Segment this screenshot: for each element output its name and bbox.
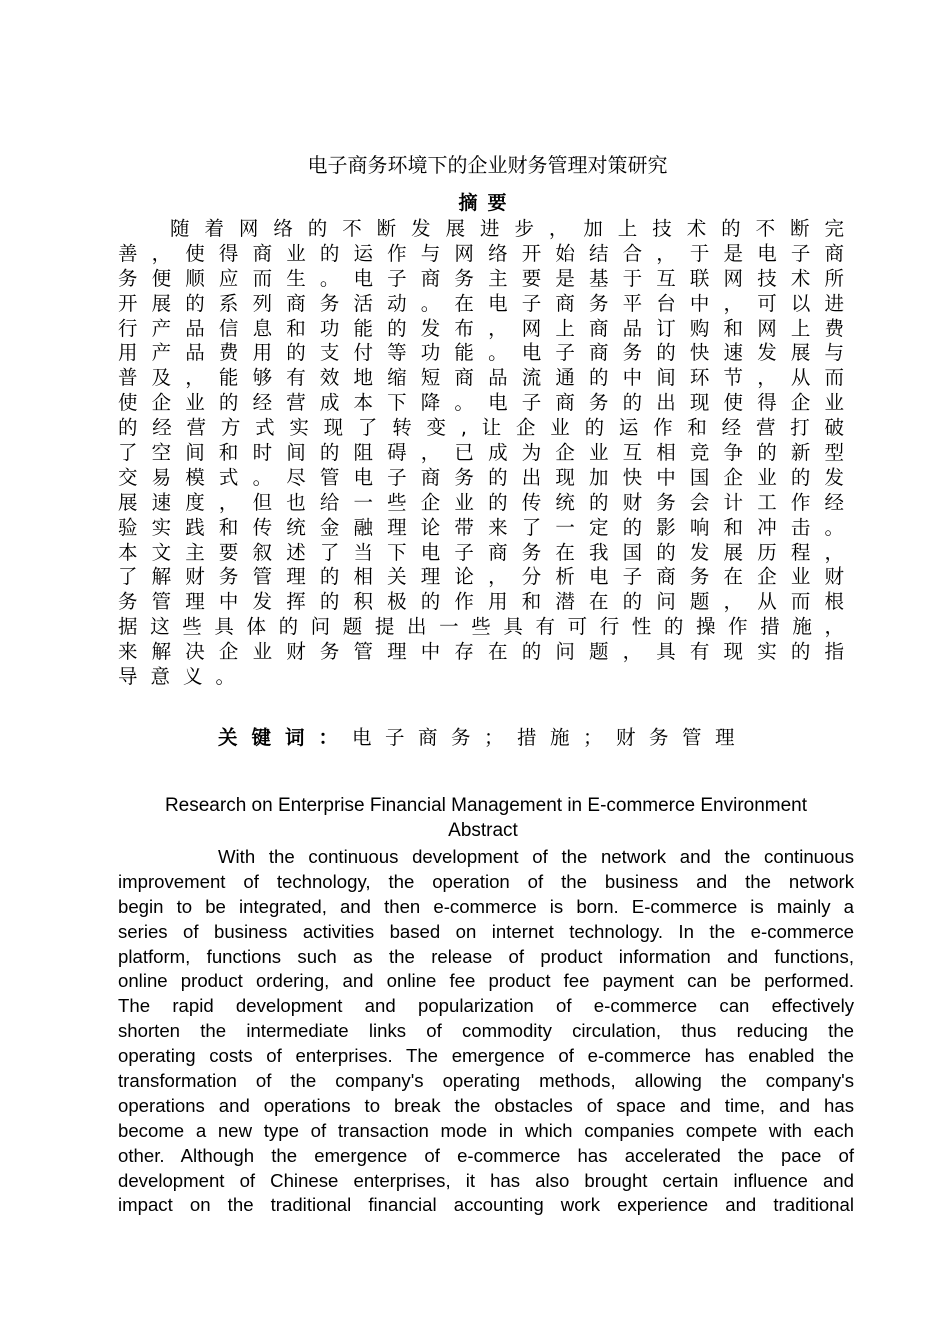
abstract-line: other. Although the emergence of e-commerce has accelerated the pace of bbox=[118, 1144, 854, 1166]
abstract-line: online product ordering, and online fee product fee payment can be performed. bbox=[118, 970, 854, 992]
abstract-line: 使企业的经营成本下降。电子商务的出现使得企业 bbox=[118, 391, 844, 415]
abstract-line: 展速度，但也给一些企业的传统的财务会计工作经 bbox=[118, 490, 844, 514]
abstract-line: 了空间和时间的阻碍，已成为企业互相竞争的新型 bbox=[118, 441, 844, 465]
abstract-line: improvement of technology, the operation of the business and the network bbox=[118, 870, 854, 892]
abstract-line: 行产品信息和功能的发布，网上商品订购和网上费 bbox=[118, 316, 844, 340]
chinese-abstract-heading: 摘要 bbox=[458, 192, 517, 214]
keywords-line bbox=[218, 722, 748, 750]
abstract-line: The rapid development and popularization of e-commerce can effectively bbox=[118, 995, 854, 1017]
abstract-line: platform, functions such as the release of product information and functions, bbox=[118, 945, 854, 967]
abstract-line: series of business activities based on internet technology. In the e-commerce bbox=[118, 920, 854, 942]
abstract-line: shorten the intermediate links of commodity circulation, thus reducing the bbox=[118, 1020, 854, 1042]
abstract-line: 善，使得商业的运作与网络开始结合，于是电子商 bbox=[118, 241, 844, 265]
abstract-line: impact on the traditional financial accounting work experience and traditional bbox=[118, 1194, 854, 1216]
abstract-line: 了解财务管理的相关理论，分析电子商务在企业财 bbox=[118, 565, 844, 589]
abstract-line: become a new type of transaction mode in which companies compete with each bbox=[118, 1119, 854, 1141]
abstract-line: 务管理中发挥的积极的作用和潜在的问题，从而根 bbox=[118, 590, 844, 614]
abstract-line: transformation of the company's operating methods, allowing the company's bbox=[118, 1070, 854, 1092]
abstract-line: begin to be integrated, and then e-commerce is born. E-commerce is mainly a bbox=[118, 895, 854, 917]
chinese-title: 电子商务环境下的企业财务管理对策研究 bbox=[307, 153, 668, 177]
abstract-line: 务便顺应而生。电子商务主要是基于互联网技术所 bbox=[118, 266, 844, 290]
abstract-line: 本文主要叙述了当下电子商务在我国的发展历程， bbox=[118, 540, 844, 564]
abstract-line: 普及，能够有效地缩短商品流通的中间环节，从而 bbox=[118, 366, 844, 390]
abstract-line: operating costs of enterprises. The emergence of e-commerce has enabled the bbox=[118, 1045, 854, 1067]
abstract-line: 交易模式。尽管电子商务的出现加快中国企业的发 bbox=[118, 465, 844, 489]
abstract-line: 用产品费用的支付等功能。电子商务的快速发展与 bbox=[118, 341, 844, 365]
abstract-line: 随着网络的不断发展进步，加上技术的不断完 bbox=[170, 217, 844, 240]
english-abstract-body bbox=[118, 845, 854, 1218]
abstract-line: development of Chinese enterprises, it has also brought certain influence and bbox=[118, 1169, 854, 1191]
abstract-line: 开展的系列商务活动。在电子商务平台中，可以进 bbox=[118, 291, 844, 315]
keywords-label: 关键词： bbox=[218, 726, 353, 749]
chinese-abstract-body bbox=[118, 217, 844, 690]
keywords-text: 电子商务；措施；财务管理 bbox=[352, 726, 749, 749]
abstract-line: 的经营方式实现了转变,让企业的运作和经营打破 bbox=[118, 416, 844, 440]
abstract-line: 导意义。 bbox=[118, 665, 249, 689]
abstract-line: 来解决企业财务管理中存在的问题，具有现实的指 bbox=[118, 640, 844, 664]
abstract-line: 据这些具体的问题提出一些具有可行性的操作措施， bbox=[118, 615, 844, 639]
abstract-line: operations and operations to break the obstacles of space and time, and has bbox=[118, 1094, 854, 1116]
abstract-line: 验实践和传统金融理论带来了一定的影响和冲击。 bbox=[118, 515, 844, 539]
english-abstract-heading: Abstract bbox=[448, 820, 518, 841]
abstract-line: With the continuous development of the network and the continuous bbox=[218, 846, 854, 867]
english-title: Research on Enterprise Financial Management in E-commerce Environment bbox=[164, 795, 808, 816]
